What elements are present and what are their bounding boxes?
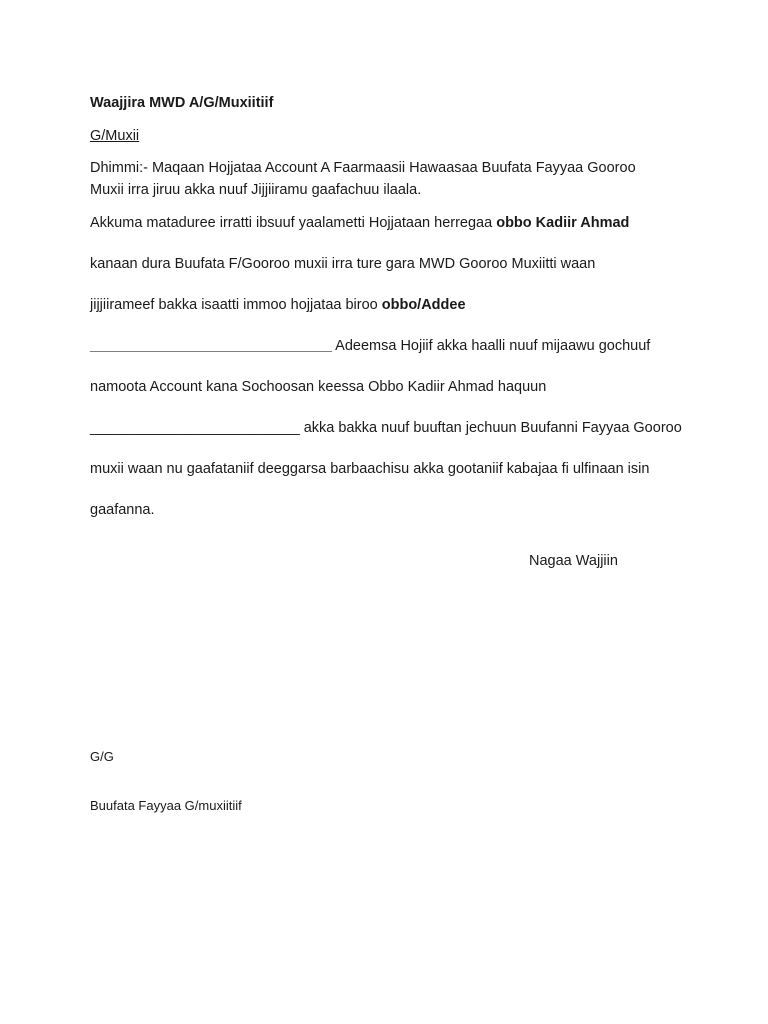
- closing: Nagaa Wajjiin: [529, 553, 618, 569]
- employee-name: obbo Kadiir Ahmad: [496, 215, 630, 231]
- body-line-3: [90, 295, 466, 315]
- body-line-8: gaafanna.: [90, 502, 155, 518]
- cc-recipient: Buufata Fayyaa G/muxiitiif: [90, 798, 242, 813]
- body-line-6-text: akka bakka nuuf buuftan jechuun Buufanni Fayyaa Gooroo: [299, 420, 682, 436]
- body-line-3-text: jijjiirameef bakka isaatti immoo hojjataa biroo: [90, 297, 382, 313]
- body-line-4: [90, 336, 650, 356]
- body-line-7: muxii waan nu gaafataniif deeggarsa barbaachisu akka gootaniif kabajaa fi ulfinaan isin: [90, 461, 650, 477]
- recipient-heading: Waajjira MWD A/G/Muxiitiif: [90, 95, 274, 111]
- body-line-6: [90, 418, 682, 438]
- subject-line-1: Dhimmi:- Maqaan Hojjataa Account A Faarmaasii Hawaasaa Buufata Fayyaa Gooroo: [90, 160, 636, 176]
- body-line-4-text: Adeemsa Hojiif akka haalli nuuf mijaawu gochuuf: [331, 338, 651, 354]
- body-line-1-text: Akkuma mataduree irratti ibsuuf yaalametti Hojjataan herregaa: [90, 215, 497, 231]
- body-line-5: namoota Account kana Sochoosan keessa Obbo Kadiir Ahmad haquun: [90, 379, 547, 395]
- body-line-2: kanaan dura Buufata F/Gooroo muxii irra ture gara MWD Gooroo Muxiitti waan: [90, 256, 596, 272]
- blank-field-2: __________________________: [90, 420, 300, 436]
- cc-label: G/G: [90, 749, 114, 764]
- replacement-title: obbo/Addee: [381, 297, 466, 313]
- recipient-location: G/Muxii: [90, 128, 140, 144]
- blank-field-1: ______________________________: [90, 338, 332, 354]
- subject-line-2: Muxii irra jiruu akka nuuf Jijjiiramu gaafachuu ilaala.: [90, 182, 422, 198]
- body-line-1: [90, 213, 629, 233]
